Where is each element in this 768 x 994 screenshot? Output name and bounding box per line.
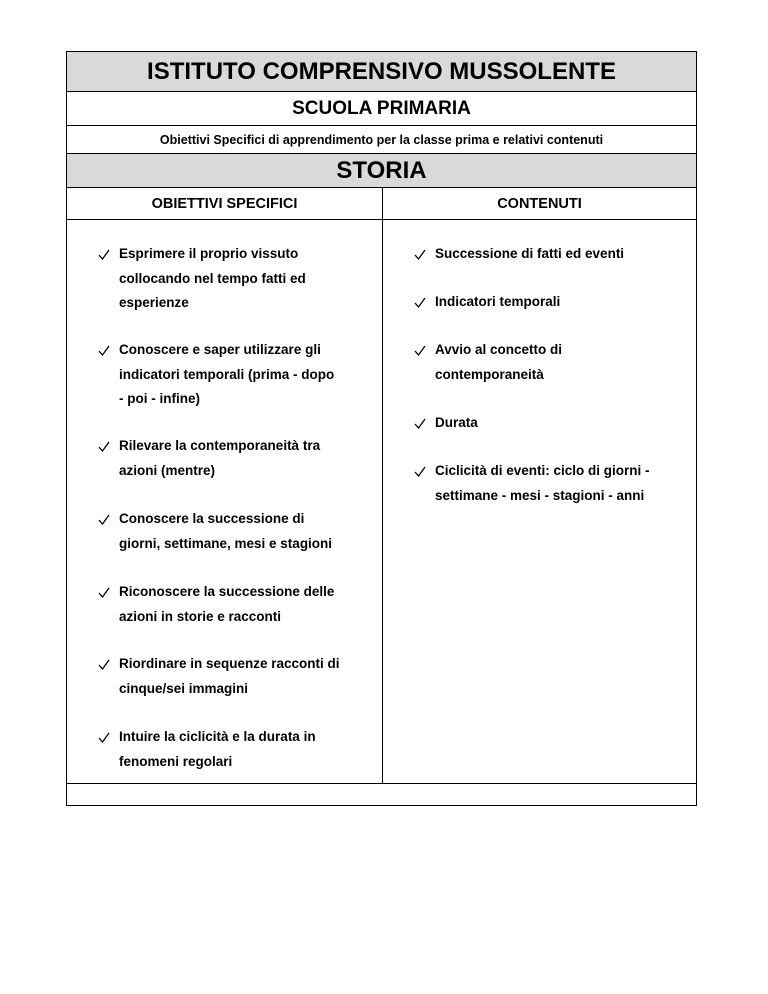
table-description: Obiettivi Specifici di apprendimento per la classe prima e relativi contenuti <box>67 126 696 154</box>
content-columns <box>67 188 696 784</box>
objective-line: giorni, settimane, mesi e stagioni <box>119 535 333 551</box>
objective-line: cinque/sei immagini <box>119 680 249 696</box>
objective-line: Esprimere il proprio vissuto <box>119 246 299 261</box>
check-icon <box>97 725 111 749</box>
check-icon <box>413 290 427 314</box>
subject-title: STORIA <box>67 154 696 188</box>
objective-line: fenomeni regolari <box>119 753 233 769</box>
objective-item <box>97 507 377 556</box>
content-item <box>413 459 698 508</box>
contents-header: CONTENUTI <box>383 188 696 220</box>
content-line: contemporaneità <box>435 366 544 382</box>
check-icon <box>413 411 427 435</box>
check-icon <box>97 507 111 531</box>
check-icon <box>97 652 111 676</box>
content-item <box>413 411 693 436</box>
objective-item <box>97 652 382 701</box>
school-name: ISTITUTO COMPRENSIVO MUSSOLENTE <box>67 52 696 92</box>
check-icon <box>97 242 111 266</box>
school-level: SCUOLA PRIMARIA <box>67 92 696 126</box>
curriculum-table <box>66 51 697 806</box>
objective-line: Conoscere e saper utilizzare gli <box>119 342 321 357</box>
objective-line: Rilevare la contemporaneità tra <box>119 438 321 453</box>
check-icon <box>413 459 427 483</box>
content-line: Durata <box>435 415 478 430</box>
objectives-list <box>67 220 382 783</box>
objective-line: - poi - infine) <box>119 391 200 406</box>
objective-item <box>97 338 377 412</box>
objective-line: Conoscere la successione di <box>119 511 305 526</box>
objectives-header: OBIETTIVI SPECIFICI <box>67 188 382 220</box>
objective-item <box>97 242 377 316</box>
content-line: Avvio al concetto di <box>435 342 563 357</box>
empty-footer-row <box>67 784 696 805</box>
content-line: Indicatori temporali <box>435 294 561 309</box>
content-line: Ciclicità di eventi: ciclo di giorni - <box>435 463 650 478</box>
check-icon <box>97 338 111 362</box>
objective-item <box>97 434 377 483</box>
objective-item <box>97 580 377 629</box>
content-item <box>413 290 693 315</box>
check-icon <box>97 580 111 604</box>
check-icon <box>97 434 111 458</box>
objective-line: collocando nel tempo fatti ed <box>119 270 306 286</box>
objective-line: esperienze <box>119 295 189 310</box>
contents-list <box>383 220 696 783</box>
check-icon <box>413 242 427 266</box>
objective-line: indicatori temporali (prima - dopo <box>119 366 335 382</box>
content-line: Successione di fatti ed eventi <box>435 246 625 261</box>
objective-item <box>97 725 377 774</box>
check-icon <box>413 338 427 362</box>
content-item <box>413 242 693 267</box>
contents-column <box>383 188 696 783</box>
content-item <box>413 338 693 387</box>
content-line: settimane - mesi - stagioni - anni <box>435 487 645 503</box>
objectives-column <box>67 188 383 783</box>
objective-line: Riordinare in sequenze racconti di <box>119 656 340 671</box>
objective-line: azioni (mentre) <box>119 462 216 478</box>
objective-line: Riconoscere la successione delle <box>119 584 335 599</box>
objective-line: Intuire la ciclicità e la durata in <box>119 729 316 744</box>
objective-line: azioni in storie e racconti <box>119 608 282 624</box>
